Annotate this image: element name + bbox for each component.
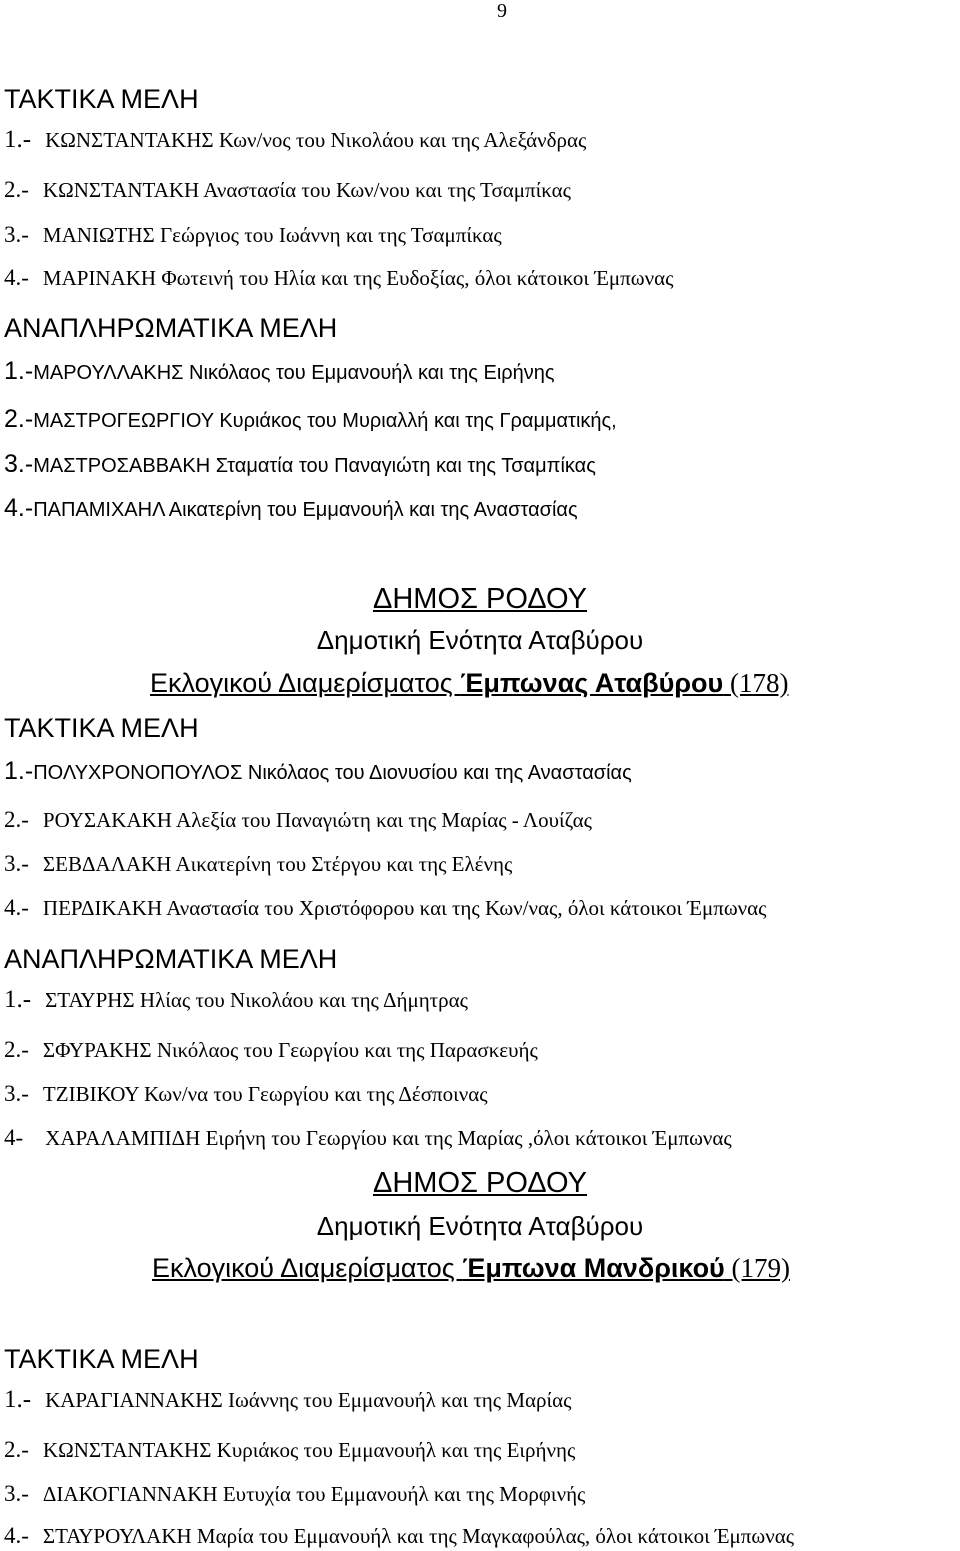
eklogiko-title: [152, 1253, 790, 1284]
member-text: ΜΑΣΤΡΟΣΑΒΒΑΚΗ Σταματία του Παναγιώτη και της Τσαμπίκας: [33, 455, 596, 477]
member-line: [4, 1037, 538, 1063]
member-text: ΣΕΒΔΑΛΑΚΗ Αικατερίνη του Στέργου και της Ελένης: [42, 852, 513, 876]
member-text: ΜΑΡΙΝΑΚΗ Φωτεινή του Ηλία και της Ευδοξίας, όλοι κάτοικοι Έμπωνας: [42, 266, 674, 290]
member-line: [4, 265, 673, 291]
member-line: [4, 1481, 585, 1507]
member-line: [4, 494, 578, 523]
member-line: [4, 222, 502, 248]
member-text: ΣΦΥΡΑΚΗΣ Νικόλαος του Γεωργίου και της Παρασκευής: [42, 1038, 538, 1062]
member-text: ΠΟΛΥΧΡΟΝΟΠΟΥΛΟΣ Νικόλαος του Διονυσίου και της Αναστασίας: [33, 762, 632, 784]
section-heading-anaplirom: ΑΝΑΠΛΗΡΩΜΑΤΙΚΑ ΜΕΛΗ: [4, 313, 338, 343]
section-heading-anaplirom: ΑΝΑΠΛΗΡΩΜΑΤΙΚΑ ΜΕΛΗ: [4, 944, 338, 974]
member-line: [4, 1523, 794, 1549]
member-number: 1.-: [4, 757, 34, 785]
eklogiko-label: Εκλογικού Διαμερίσματος: [152, 1253, 463, 1283]
section-heading-taktika: ΤΑΚΤΙΚΑ ΜΕΛΗ: [4, 1344, 199, 1374]
member-number: 2.-: [4, 1037, 29, 1062]
section-heading-taktika: ΤΑΚΤΙΚΑ ΜΕΛΗ: [4, 713, 199, 743]
dimos-title: ΔΗΜΟΣ ΡΟΔΟΥ: [372, 583, 588, 615]
member-number: 4.-: [4, 1523, 29, 1548]
member-text: ΚΩΝΣΤΑΝΤΑΚΗΣ Κων/νος του Νικολάου και της Αλεξάνδρας: [45, 128, 587, 152]
member-number: 1.-: [4, 1386, 32, 1413]
enotita-title: Δημοτική Ενότητα Αταβύρου: [316, 1211, 644, 1241]
member-number: 1.-: [4, 126, 32, 153]
member-number: 4.-: [4, 265, 29, 290]
eklogiko-name: Έμπωνας Αταβύρου: [460, 668, 724, 698]
member-number: 3.-: [4, 1081, 29, 1106]
member-number: 1.-: [4, 357, 34, 385]
member-text: ΠΕΡΔΙΚΑΚΗ Αναστασία του Χριστόφορου και της Κων/νας, όλοι κάτοικοι Έμπωνας: [42, 896, 767, 920]
eklogiko-number: (178): [723, 668, 789, 698]
member-number: 3.-: [4, 222, 29, 247]
member-number: 2.-: [4, 807, 29, 832]
member-line: [4, 1125, 732, 1151]
dimos-title: ΔΗΜΟΣ ΡΟΔΟΥ: [372, 1167, 588, 1199]
page-number: 9: [497, 0, 507, 22]
member-number: 4.-: [4, 494, 34, 522]
member-line: [4, 357, 555, 386]
member-text: ΚΩΝΣΤΑΝΤΑΚΗΣ Κυριάκος του Εμμανουήλ και της Ειρήνης: [42, 1438, 576, 1462]
member-line: [4, 895, 766, 921]
member-line: [4, 177, 571, 203]
member-number: 2.-: [4, 177, 29, 202]
eklogiko-number: (179): [724, 1253, 791, 1283]
member-number: 2.-: [4, 405, 34, 433]
enotita-title: Δημοτική Ενότητα Αταβύρου: [316, 625, 644, 655]
member-text: ΣΤΑΥΡΟΥΛΑΚΗ Μαρία του Εμμανουήλ και της Μαγκαφούλας, όλοι κάτοικοι Έμπωνας: [42, 1524, 795, 1548]
eklogiko-title: [150, 668, 789, 699]
member-text: ΠΑΠΑΜΙΧΑΗΛ Αικατερίνη του Εμμανουήλ και της Αναστασίας: [33, 499, 578, 521]
member-line: [4, 986, 468, 1014]
member-text: ΡΟΥΣΑΚΑΚΗ Αλεξία του Παναγιώτη και της Μαρίας - Λουίζας: [42, 808, 592, 832]
section-heading-taktika: ΤΑΚΤΙΚΑ ΜΕΛΗ: [4, 84, 199, 114]
member-text: ΚΑΡΑΓΙΑΝΝΑΚΗΣ Ιωάννης του Εμμανουήλ και της Μαρίας: [45, 1388, 572, 1412]
member-number: 1.-: [4, 986, 32, 1013]
member-text: ΚΩΝΣΤΑΝΤΑΚΗ Αναστασία του Κων/νου και της Τσαμπίκας: [42, 178, 571, 202]
member-number: 4.-: [4, 895, 29, 920]
member-line: [4, 450, 596, 479]
member-text: ΤΖΙΒΙΚΟΥ Κων/να του Γεωργίου και της Δέσποινας: [42, 1082, 488, 1106]
member-line: [4, 757, 632, 786]
member-text: ΧΑΡΑΛΑΜΠΙΔΗ Ειρήνη του Γεωργίου και της Μαρίας ,όλοι κάτοικοι Έμπωνας: [45, 1126, 732, 1150]
member-text: ΜΑΡΟΥΛΛΑΚΗΣ Νικόλαος του Εμμανουήλ και της Ειρήνης: [33, 362, 555, 384]
member-number: 3.-: [4, 851, 29, 876]
member-number: 3.-: [4, 450, 34, 478]
member-line: [4, 126, 586, 154]
member-text: ΔΙΑΚΟΓΙΑΝΝΑΚΗ Ευτυχία του Εμμανουήλ και της Μορφινής: [42, 1482, 586, 1506]
member-text: ΜΑΝΙΩΤΗΣ Γεώργιος του Ιωάννη και της Τσαμπίκας: [42, 223, 502, 247]
member-text: ΜΑΣΤΡΟΓΕΩΡΓΙΟΥ Κυριάκος του Μυριαλλή και της Γραμματικής,: [33, 410, 617, 432]
member-number: 2.-: [4, 1437, 29, 1462]
member-number: 3.-: [4, 1481, 29, 1506]
member-line: [4, 1081, 488, 1107]
member-line: [4, 1386, 571, 1414]
member-line: [4, 807, 592, 833]
member-text: ΣΤΑΥΡΗΣ Ηλίας του Νικολάου και της Δήμητρας: [45, 988, 468, 1012]
member-line: [4, 405, 617, 434]
member-line: [4, 851, 512, 877]
eklogiko-label: Εκλογικού Διαμερίσματος: [150, 668, 461, 698]
member-line: [4, 1437, 575, 1463]
eklogiko-name: Έμπωνα Μανδρικού: [462, 1253, 725, 1283]
member-number: 4-: [4, 1125, 24, 1150]
